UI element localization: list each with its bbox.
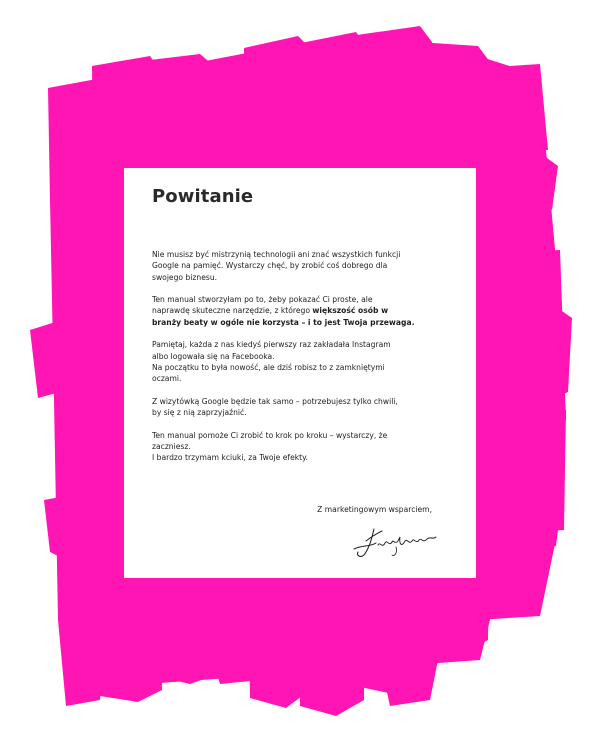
text-line-mixed xyxy=(152,305,452,316)
page-title: Powitanie xyxy=(152,186,254,207)
text-line: Z wizytówką Google będzie tak samo – potrzebujesz tylko chwili, xyxy=(152,396,398,406)
text-line: Google na pamięć. Wystarczy chęć, by zrobić coś dobrego dla xyxy=(152,261,388,271)
paragraph-manual xyxy=(152,294,452,328)
closing-line: Z marketingowym wsparciem, xyxy=(317,505,432,514)
text-line: swojego biznesu. xyxy=(152,272,218,282)
paragraph-google-card xyxy=(152,396,452,419)
text-line: oczami. xyxy=(152,374,182,384)
text-line: Ten manual pomoże Ci zrobić to krok po kroku – wystarczy, że xyxy=(152,430,388,440)
text-line: by się z nią zaprzyjaźnić. xyxy=(152,408,247,418)
text-line: albo logowała się na Facebooka. xyxy=(152,351,275,361)
bold-text-line: branży beaty w ogóle nie korzysta – i to jest Twoja przewaga. xyxy=(152,317,415,327)
handwritten-signature xyxy=(352,525,438,559)
text-line: zaczniesz. xyxy=(152,442,191,452)
text-line: Nie musisz być mistrzynią technologii ani znać wszystkich funkcji xyxy=(152,250,401,259)
letter-card xyxy=(124,168,476,578)
paragraph-remember xyxy=(152,339,452,384)
text-line: Na początku to była nowość, ale dziś robisz to z zamkniętymi xyxy=(152,362,385,372)
paragraph-closing-wish xyxy=(152,430,452,464)
text-line: I bardzo trzymam kciuki, za Twoje efekty. xyxy=(152,453,308,463)
text-line: Pamiętaj, każda z nas kiedyś pierwszy raz zakładała Instagram xyxy=(152,340,391,350)
text-segment: naprawdę skuteczne narzędzie, z którego xyxy=(152,306,313,316)
text-line: Ten manual stworzyłam po to, żeby pokazać Ci proste, ale xyxy=(152,295,373,305)
paragraph-intro xyxy=(152,249,452,283)
bold-text-segment: większość osób w xyxy=(312,306,389,316)
